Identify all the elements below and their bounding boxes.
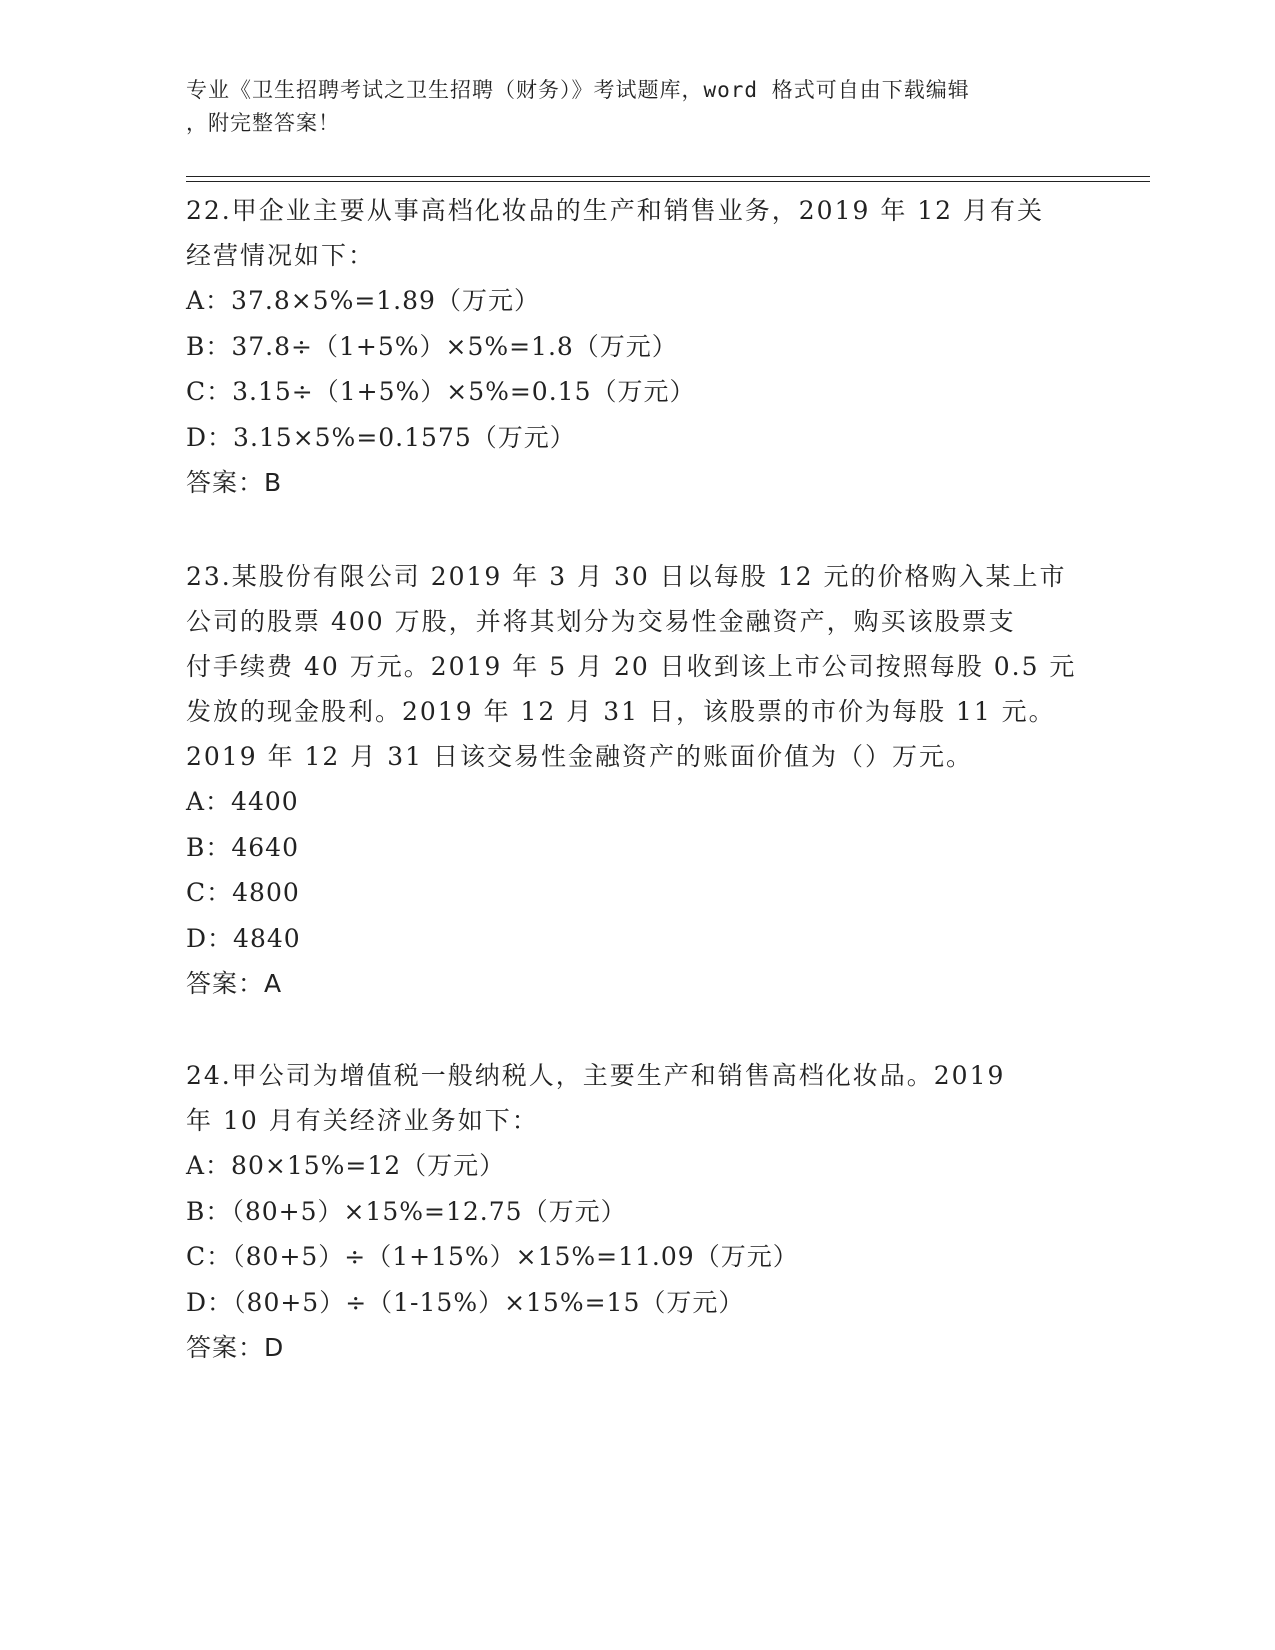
option-a: A：4400	[186, 787, 299, 816]
answer: 答案：B	[186, 468, 283, 497]
header-divider-bottom	[186, 181, 1150, 182]
answer: 答案：D	[186, 1333, 285, 1362]
question-line: 2019 年 12 月 31 日该交易性金融资产的账面价值为（）万元。	[186, 742, 973, 771]
question-line: 经营情况如下：	[186, 241, 376, 270]
question-line: 24.甲公司为增值税一般纳税人，主要生产和销售高档化妆品。2019	[186, 1061, 1006, 1090]
question-stem	[186, 1053, 1086, 1143]
question-23	[186, 554, 1086, 1006]
question-stem	[186, 188, 1086, 278]
header-line-1: 专业《卫生招聘考试之卫生招聘（财务）》考试题库，word 格式可自由下载编辑	[186, 78, 970, 102]
question-line: 公司的股票 400 万股，并将其划分为交易性金融资产，购买该股票支	[186, 607, 1016, 636]
option-c: C：（80+5）÷（1+15%）×15%=11.09（万元）	[186, 1242, 799, 1271]
question-stem	[186, 554, 1086, 779]
question-line: 22.甲企业主要从事高档化妆品的生产和销售业务，2019 年 12 月有关	[186, 196, 1045, 225]
option-a: A：80×15%=12（万元）	[186, 1151, 506, 1180]
option-c: C：4800	[186, 878, 300, 907]
option-d: D：3.15×5%=0.1575（万元）	[186, 422, 576, 452]
question-line: 付手续费 40 万元。2019 年 5 月 20 日收到该上市公司按照每股 0.5 元	[186, 652, 1077, 681]
question-line: 23.某股份有限公司 2019 年 3 月 30 日以每股 12 元的价格购入某上市	[186, 562, 1067, 591]
answer: 答案：A	[186, 969, 283, 998]
header-line-2: ，附完整答案！	[186, 111, 340, 135]
option-b: B：4640	[186, 832, 299, 862]
question-24	[186, 1053, 1086, 1370]
document-header	[186, 74, 1066, 140]
option-b: B：（80+5）×15%=12.75（万元）	[186, 1196, 627, 1226]
option-a: A：37.8×5%=1.89（万元）	[186, 286, 540, 315]
option-d: D：（80+5）÷（1-15%）×15%=15（万元）	[186, 1287, 745, 1317]
option-c: C：3.15÷（1+5%）×5%=0.15（万元）	[186, 377, 696, 406]
question-line: 年 10 月有关经济业务如下：	[186, 1106, 539, 1135]
option-d: D：4840	[186, 923, 301, 953]
question-line: 发放的现金股利。2019 年 12 月 31 日，该股票的市价为每股 11 元。	[186, 697, 1056, 726]
header-divider-top	[186, 176, 1150, 177]
option-b: B：37.8÷（1+5%）×5%=1.8（万元）	[186, 331, 678, 361]
question-22	[186, 188, 1086, 505]
